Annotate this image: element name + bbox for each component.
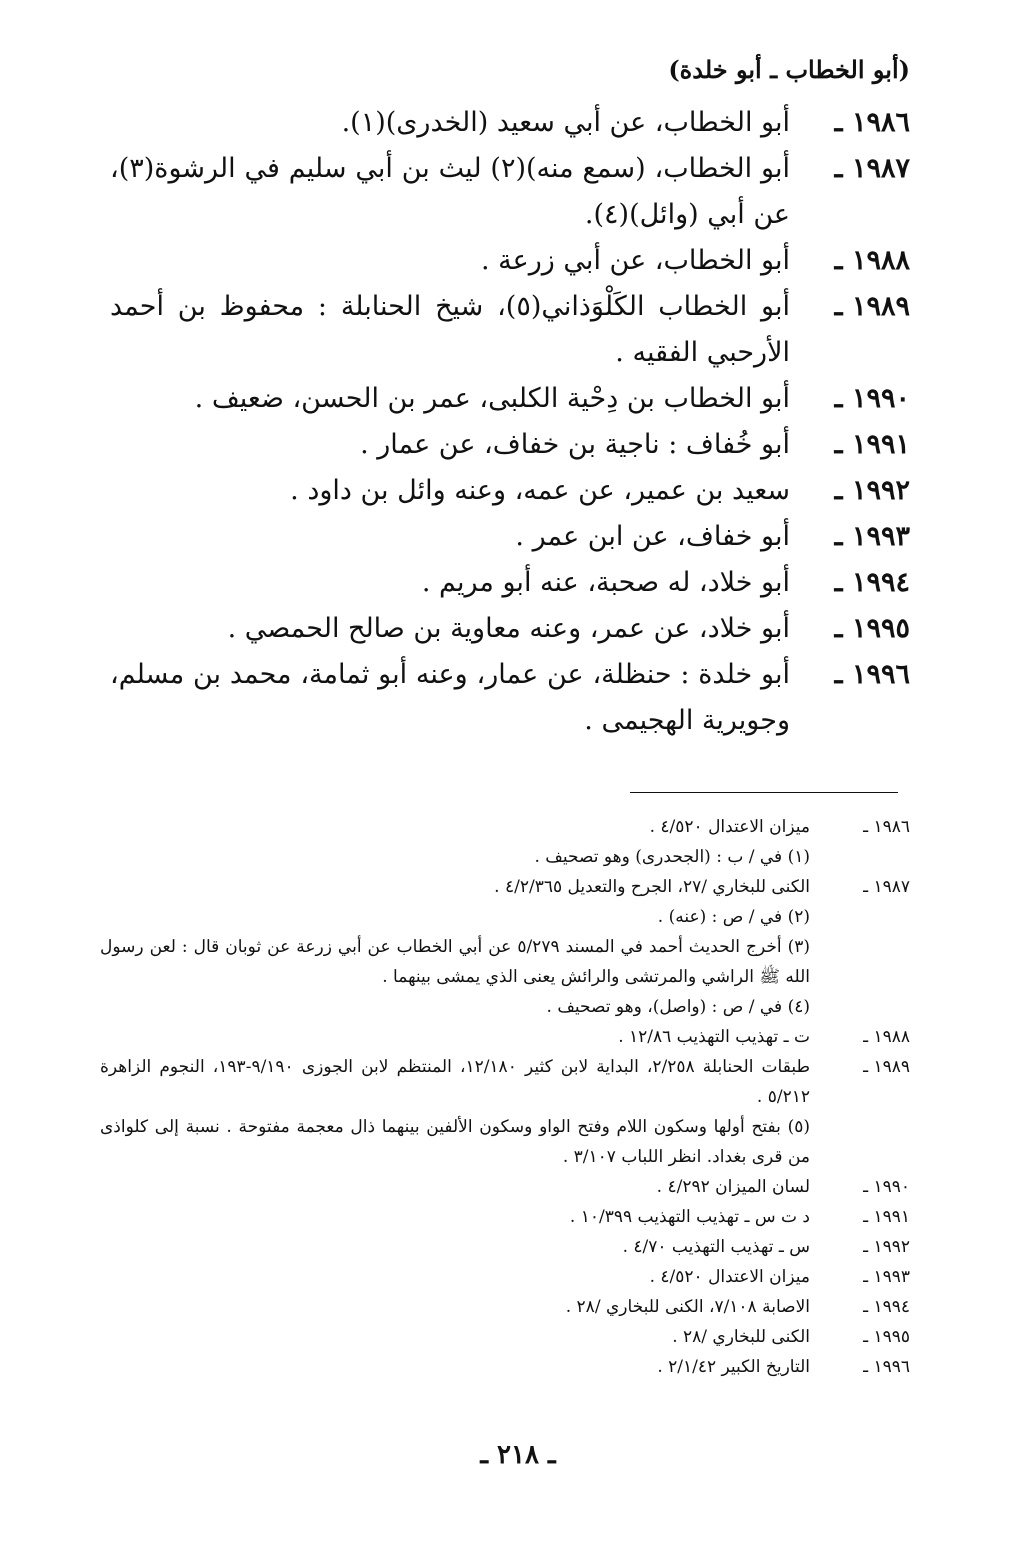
footnote-text: ميزان الاعتدال ٤/٥٢٠ . <box>649 817 810 837</box>
entry-number: ١٩٩٦ ـ <box>834 659 910 690</box>
footnote-subnote: (١) في / ب : (الجحدرى) وهو تصحيف . <box>534 847 810 867</box>
entry-text: أبو خُفاف : ناجية بن خفاف، عن عمار . <box>360 429 790 460</box>
footnote-subnote: (٢) في / ص : (عنه) . <box>657 907 810 927</box>
entry-text: أبو خلاد، له صحبة، عنه أبو مريم . <box>421 567 790 598</box>
footnote-row <box>100 1352 910 1382</box>
footnote-number: ١٩٨٧ ـ <box>863 877 910 897</box>
entry-text: أبو خلاد، عن عمر، وعنه معاوية بن صالح الحمصي . <box>227 613 790 644</box>
footnote-row <box>100 1202 910 1232</box>
entry-row <box>110 284 910 376</box>
running-head: (أبو الخطاب ـ أبو خلدة) <box>668 55 910 84</box>
footnote-number: ١٩٩٤ ـ <box>863 1297 910 1317</box>
footnote-text: لسان الميزان ٤/٢٩٢ . <box>656 1177 810 1197</box>
entry-text: أبو الخطاب الكَلْوَذاني(٥)، شيخ الحنابلة : محفوظ بن أحمد الأرحبي الفقيه . <box>110 291 790 368</box>
entry-text: أبو الخطاب، عن أبي سعيد (الخدرى)(١). <box>341 107 790 138</box>
entry-row <box>110 422 910 468</box>
entry-number: ١٩٩١ ـ <box>834 429 910 460</box>
entry-number: ١٩٨٨ ـ <box>834 245 910 276</box>
entry-text: سعيد بن عمير، عن عمه، وعنه وائل بن داود . <box>290 475 790 506</box>
footnote-subnote: (٥) بفتح أولها وسكون اللام وفتح الواو وسكون الألفين بينهما ذال معجمة مفتوحة . نسبة إلى كلواذى من قرى بغداد. انظر اللباب ٣/١٠٧ . <box>100 1117 810 1167</box>
entry-number: ١٩٩٥ ـ <box>834 613 910 644</box>
entry-number: ١٩٩٠ ـ <box>834 383 910 414</box>
entry-row <box>110 100 910 146</box>
entry-text: أبو الخطاب، (سمع منه)(٢) ليث بن أبي سليم في الرشوة(٣)، عن أبي (وائل)(٤). <box>110 153 790 230</box>
footnote-number: ١٩٩٥ ـ <box>863 1327 910 1347</box>
footnote-row <box>100 1322 910 1352</box>
footnote-text: ميزان الاعتدال ٤/٥٢٠ . <box>649 1267 810 1287</box>
entry-number: ١٩٩٣ ـ <box>834 521 910 552</box>
footnote-number: ١٩٩٣ ـ <box>863 1267 910 1287</box>
entry-row <box>110 514 910 560</box>
entry-number: ١٩٨٩ ـ <box>834 291 910 322</box>
footnote-row <box>100 1022 910 1052</box>
entry-text: أبو خفاف، عن ابن عمر . <box>515 521 790 552</box>
footnote-row <box>100 1052 910 1112</box>
footnote-number: ١٩٩٢ ـ <box>863 1237 910 1257</box>
entry-number: ١٩٨٦ ـ <box>834 107 910 138</box>
entry-text: أبو الخطاب، عن أبي زرعة . <box>481 245 790 276</box>
entry-row <box>110 468 910 514</box>
footnotes-list <box>100 812 910 1382</box>
footnote-text: ت ـ تهذيب التهذيب ١٢/٨٦ . <box>618 1027 810 1047</box>
footnote-number: ١٩٩٦ ـ <box>863 1357 910 1377</box>
footnote-number: ١٩٩٠ ـ <box>863 1177 910 1197</box>
footnote-subnote: (٤) في / ص : (واصل)، وهو تصحيف . <box>546 997 810 1017</box>
entry-row <box>110 606 910 652</box>
footnote-text: الكنى للبخاري /٢٨ . <box>672 1327 810 1347</box>
entry-number: ١٩٩٢ ـ <box>834 475 910 506</box>
footnote-text: الاصابة ٧/١٠٨، الكنى للبخاري /٢٨ . <box>565 1297 810 1317</box>
footnote-text: الكنى للبخاري /٢٧، الجرح والتعديل ٤/٢/٣٦٥ . <box>494 877 810 897</box>
page-number: ـ ٢١٨ ـ <box>480 1440 556 1470</box>
footnote-separator <box>630 792 898 793</box>
entry-row <box>110 146 910 238</box>
entry-row <box>110 560 910 606</box>
footnote-subnote: (٣) أخرج الحديث أحمد في المسند ٥/٢٧٩ عن أبي الخطاب عن أبي زرعة عن ثوبان قال : لعن رسول الله ﷺ الراشي والمرتشى والرائش يعنى الذي يمشى بينهما . <box>100 937 811 987</box>
entry-text: أبو خلدة : حنظلة، عن عمار، وعنه أبو ثمامة، محمد بن مسلم، وجويرية الهجيمى . <box>110 659 790 736</box>
footnote-text: د ت س ـ تهذيب التهذيب ١٠/٣٩٩ . <box>569 1207 810 1227</box>
footnote-number: ١٩٨٨ ـ <box>863 1027 910 1047</box>
entries-list <box>110 100 910 744</box>
entry-row <box>110 238 910 284</box>
entry-number: ١٩٩٤ ـ <box>834 567 910 598</box>
footnote-text: التاريخ الكبير ٢/١/٤٢ . <box>657 1357 810 1377</box>
footnote-number: ١٩٩١ ـ <box>863 1207 910 1227</box>
footnote-row <box>100 1172 910 1202</box>
footnote-row <box>100 812 910 842</box>
entry-number: ١٩٨٧ ـ <box>834 153 910 184</box>
entry-text: أبو الخطاب بن دِحْية الكلبى، عمر بن الحسن، ضعيف . <box>194 383 790 414</box>
footnote-number: ١٩٨٦ ـ <box>863 817 910 837</box>
footnote-row <box>100 1262 910 1292</box>
footnote-row <box>100 1232 910 1262</box>
footnote-row <box>100 872 910 902</box>
entry-row <box>110 376 910 422</box>
footnote-row <box>100 1292 910 1322</box>
footnote-text: طبقات الحنابلة ٢/٢٥٨، البداية لابن كثير ١٢/١٨٠، المنتظم لابن الجوزى ٩/١٩٠-١٩٣، النجوم الزاهرة ٥/٢١٢ . <box>100 1057 810 1107</box>
footnote-number: ١٩٨٩ ـ <box>863 1057 910 1077</box>
entry-row <box>110 652 910 744</box>
footnote-text: س ـ تهذيب التهذيب ٤/٧٠ . <box>622 1237 810 1257</box>
